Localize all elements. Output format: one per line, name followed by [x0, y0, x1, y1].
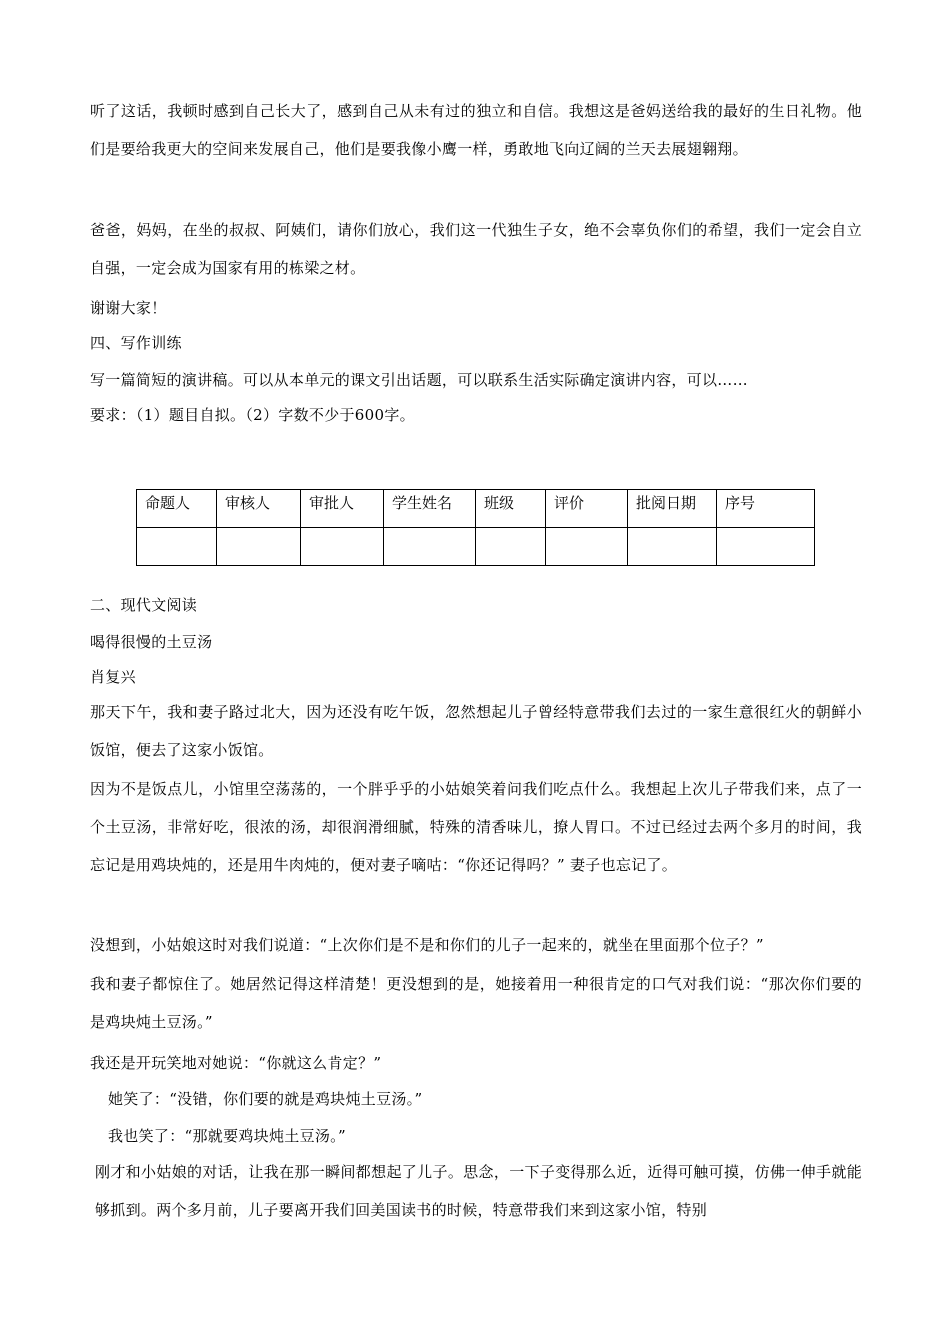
header-cell-evaluation: 评价 [546, 490, 628, 528]
article-paragraph-3: 没想到，小姑娘这时对我们说道：“上次你们是不是和你们的儿子一起来的，就坐在里面那个位子？” [90, 936, 764, 954]
header-cell-approver: 审批人 [301, 490, 384, 528]
article-paragraph-6: 她笑了：“没错，你们要的就是鸡块炖土豆汤。” [108, 1090, 423, 1108]
table-cell [137, 528, 217, 566]
header-cell-serial: 序号 [717, 490, 815, 528]
header-cell-reviewer: 审核人 [217, 490, 301, 528]
header-cell-proposer: 命题人 [137, 490, 217, 528]
table-row [137, 528, 815, 566]
table-cell [476, 528, 546, 566]
paragraph-birthday-gift: 听了这话，我顿时感到自己长大了，感到自己从未有过的独立和自信。我想这是爸妈送给我的最好的生日礼物。他们是要给我更大的空间来发展自己，他们是要我像小鹰一样，勇敢地飞向辽阔的兰天去展翅翱翔。 [90, 102, 862, 158]
table-cell [217, 528, 301, 566]
table-cell [384, 528, 476, 566]
header-cell-class: 班级 [476, 490, 546, 528]
table-cell [546, 528, 628, 566]
writing-task: 写一篇简短的演讲稿。可以从本单元的课文引出话题，可以联系生活实际确定演讲内容，可以…… [90, 371, 748, 389]
section-heading-writing: 四、写作训练 [90, 334, 182, 352]
article-paragraph-2: 因为不是饭点儿，小馆里空荡荡的，一个胖乎乎的小姑娘笑着问我们吃点什么。我想起上次儿子带我们来，点了一个土豆汤，非常好吃，很浓的汤，却很润滑细腻，特殊的清香味儿，撩人胃口。不过已经过去两个多月的时间，我忘记是用鸡块炖的，还是用牛肉炖的，便对妻子嘀咕：“你还记得吗？” 妻子也忘记了。 [90, 780, 862, 874]
table-cell [717, 528, 815, 566]
info-table [136, 489, 815, 566]
article-author: 肖复兴 [90, 668, 136, 686]
article-title: 喝得很慢的土豆汤 [90, 633, 213, 651]
table-cell [628, 528, 717, 566]
paragraph-promise: 爸爸，妈妈，在坐的叔叔、阿姨们，请你们放心，我们这一代独生子女，绝不会辜负你们的希望，我们一定会自立自强，一定会成为国家有用的栋梁之材。 [90, 221, 862, 277]
article-paragraph-4: 我和妻子都惊住了。她居然记得这样清楚！更没想到的是，她接着用一种很肯定的口气对我们说：“那次你们要的是鸡块炖土豆汤。” [90, 975, 862, 1031]
header-cell-student-name: 学生姓名 [384, 490, 476, 528]
article-paragraph-8: 刚才和小姑娘的对话，让我在那一瞬间都想起了儿子。思念，一下子变得那么近，近得可触可摸，仿佛一伸手就能够抓到。两个多月前，儿子要离开我们回美国读书的时候，特意带我们来到这家小馆，特别 [95, 1163, 862, 1219]
table-header-row [137, 490, 815, 528]
article-paragraph-7: 我也笑了：“那就要鸡块炖土豆汤。” [108, 1127, 346, 1145]
section-heading-reading: 二、现代文阅读 [90, 596, 198, 614]
article-paragraph-5: 我还是开玩笑地对她说：“你就这么肯定？” [90, 1054, 382, 1072]
article-paragraph-1: 那天下午，我和妻子路过北大，因为还没有吃午饭，忽然想起儿子曾经特意带我们去过的一家生意很红火的朝鲜小饭馆，便去了这家小饭馆。 [90, 703, 862, 759]
table-cell [301, 528, 384, 566]
paragraph-thanks: 谢谢大家！ [90, 299, 167, 317]
header-cell-review-date: 批阅日期 [628, 490, 717, 528]
writing-requirements: 要求：（1）题目自拟。（2）字数不少于600字。 [90, 406, 415, 424]
